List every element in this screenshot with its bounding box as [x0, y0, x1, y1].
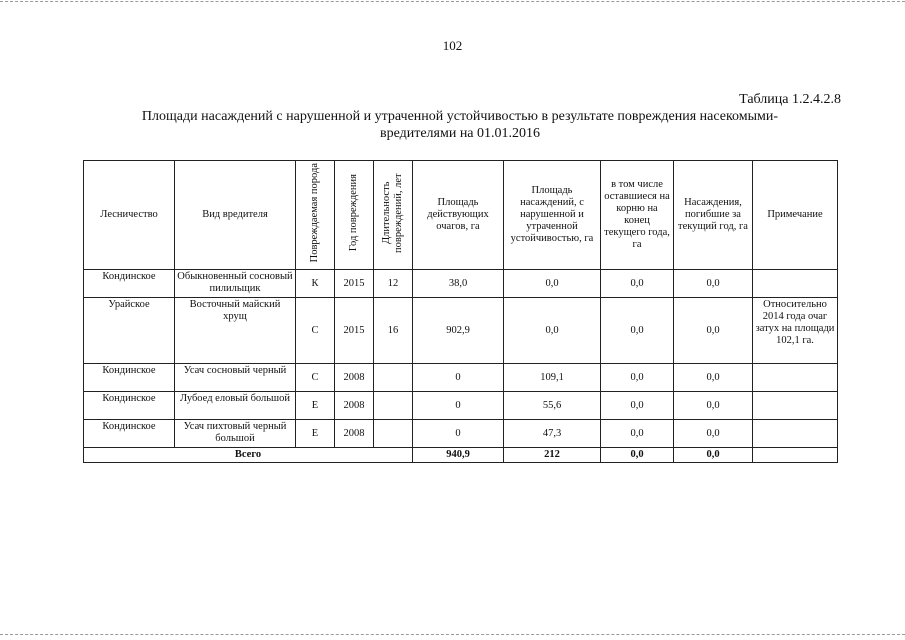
header-note: Примечание	[753, 161, 838, 270]
scan-edge-bottom	[0, 634, 905, 637]
cell-pest: Усач сосновый черный	[175, 364, 296, 392]
cell-duration	[374, 392, 413, 420]
header-duration	[374, 161, 413, 270]
cell-area-active: 38,0	[413, 270, 504, 298]
cell-note	[753, 392, 838, 420]
header-remaining: в том числе оставшиеся на корню на конец текущего года, га	[601, 161, 674, 270]
table-row	[84, 270, 838, 298]
cell-remaining: 0,0	[601, 298, 674, 364]
cell-year: 2008	[335, 392, 374, 420]
total-area-active: 940,9	[413, 448, 504, 463]
cell-pest: Усач пихтовый черный большой	[175, 420, 296, 448]
caption-line-2: вредителями на 01.01.2016	[379, 126, 541, 141]
cell-note	[753, 364, 838, 392]
cell-species: Е	[296, 420, 335, 448]
caption-line-1: Площади насаждений с нарушенной и утраченной устойчивостью в результате повреждения насекомыми-	[141, 109, 779, 124]
cell-forestry: Кондинское	[84, 270, 175, 298]
cell-remaining: 0,0	[601, 420, 674, 448]
table-row	[84, 298, 838, 364]
header-year	[335, 161, 374, 270]
pest-damage-table	[83, 160, 838, 463]
cell-species: К	[296, 270, 335, 298]
cell-note	[753, 270, 838, 298]
cell-area-disturbed: 47,3	[504, 420, 601, 448]
header-year-text: Год повреждения	[348, 174, 359, 252]
header-dead: Насаждения, погибшие за текущий год, га	[674, 161, 753, 270]
cell-pest: Обыкновенный сосновый пилильщик	[175, 270, 296, 298]
cell-remaining: 0,0	[601, 270, 674, 298]
cell-area-disturbed: 0,0	[504, 298, 601, 364]
page-number: 102	[442, 38, 463, 53]
cell-area-active: 902,9	[413, 298, 504, 364]
header-area-active: Площадь действующих очагов, га	[413, 161, 504, 270]
total-row	[84, 448, 838, 463]
cell-area-active: 0	[413, 392, 504, 420]
cell-note: Относительно 2014 года очаг затух на площади 102,1 га.	[753, 298, 838, 364]
cell-year: 2008	[335, 420, 374, 448]
table-row	[84, 392, 838, 420]
cell-species: С	[296, 298, 335, 364]
header-forestry: Лесничество	[84, 161, 175, 270]
cell-year: 2015	[335, 270, 374, 298]
header-row	[84, 161, 838, 270]
total-note	[753, 448, 838, 463]
header-species	[296, 161, 335, 270]
scan-edge-top	[0, 1, 905, 4]
table-row	[84, 420, 838, 448]
cell-area-active: 0	[413, 420, 504, 448]
cell-duration	[374, 364, 413, 392]
cell-duration: 12	[374, 270, 413, 298]
table-row	[84, 364, 838, 392]
cell-year: 2008	[335, 364, 374, 392]
total-label: Всего	[84, 448, 413, 463]
header-species-text: Повреждаемая порода	[309, 163, 320, 263]
cell-dead: 0,0	[674, 364, 753, 392]
total-remaining: 0,0	[601, 448, 674, 463]
cell-dead: 0,0	[674, 392, 753, 420]
cell-dead: 0,0	[674, 270, 753, 298]
cell-year: 2015	[335, 298, 374, 364]
cell-pest: Восточный майский хрущ	[175, 298, 296, 364]
table-id: Таблица 1.2.4.2.8	[739, 92, 841, 107]
cell-forestry: Кондинское	[84, 364, 175, 392]
cell-species: С	[296, 364, 335, 392]
cell-species: Е	[296, 392, 335, 420]
header-area-disturbed: Площадь насаждений, с нарушенной и утраченной устойчивостью, га	[504, 161, 601, 270]
cell-area-disturbed: 109,1	[504, 364, 601, 392]
cell-dead: 0,0	[674, 298, 753, 364]
total-area-disturbed: 212	[504, 448, 601, 463]
header-duration-text: Длительность повреждений, лет	[381, 173, 404, 253]
cell-forestry: Урайское	[84, 298, 175, 364]
cell-forestry: Кондинское	[84, 420, 175, 448]
table-caption	[90, 108, 830, 142]
cell-remaining: 0,0	[601, 364, 674, 392]
cell-area-disturbed: 0,0	[504, 270, 601, 298]
cell-duration	[374, 420, 413, 448]
cell-area-disturbed: 55,6	[504, 392, 601, 420]
cell-dead: 0,0	[674, 420, 753, 448]
cell-remaining: 0,0	[601, 392, 674, 420]
cell-area-active: 0	[413, 364, 504, 392]
cell-pest: Лубоед еловый большой	[175, 392, 296, 420]
cell-note	[753, 420, 838, 448]
header-pest: Вид вредителя	[175, 161, 296, 270]
cell-forestry: Кондинское	[84, 392, 175, 420]
cell-duration: 16	[374, 298, 413, 364]
total-dead: 0,0	[674, 448, 753, 463]
